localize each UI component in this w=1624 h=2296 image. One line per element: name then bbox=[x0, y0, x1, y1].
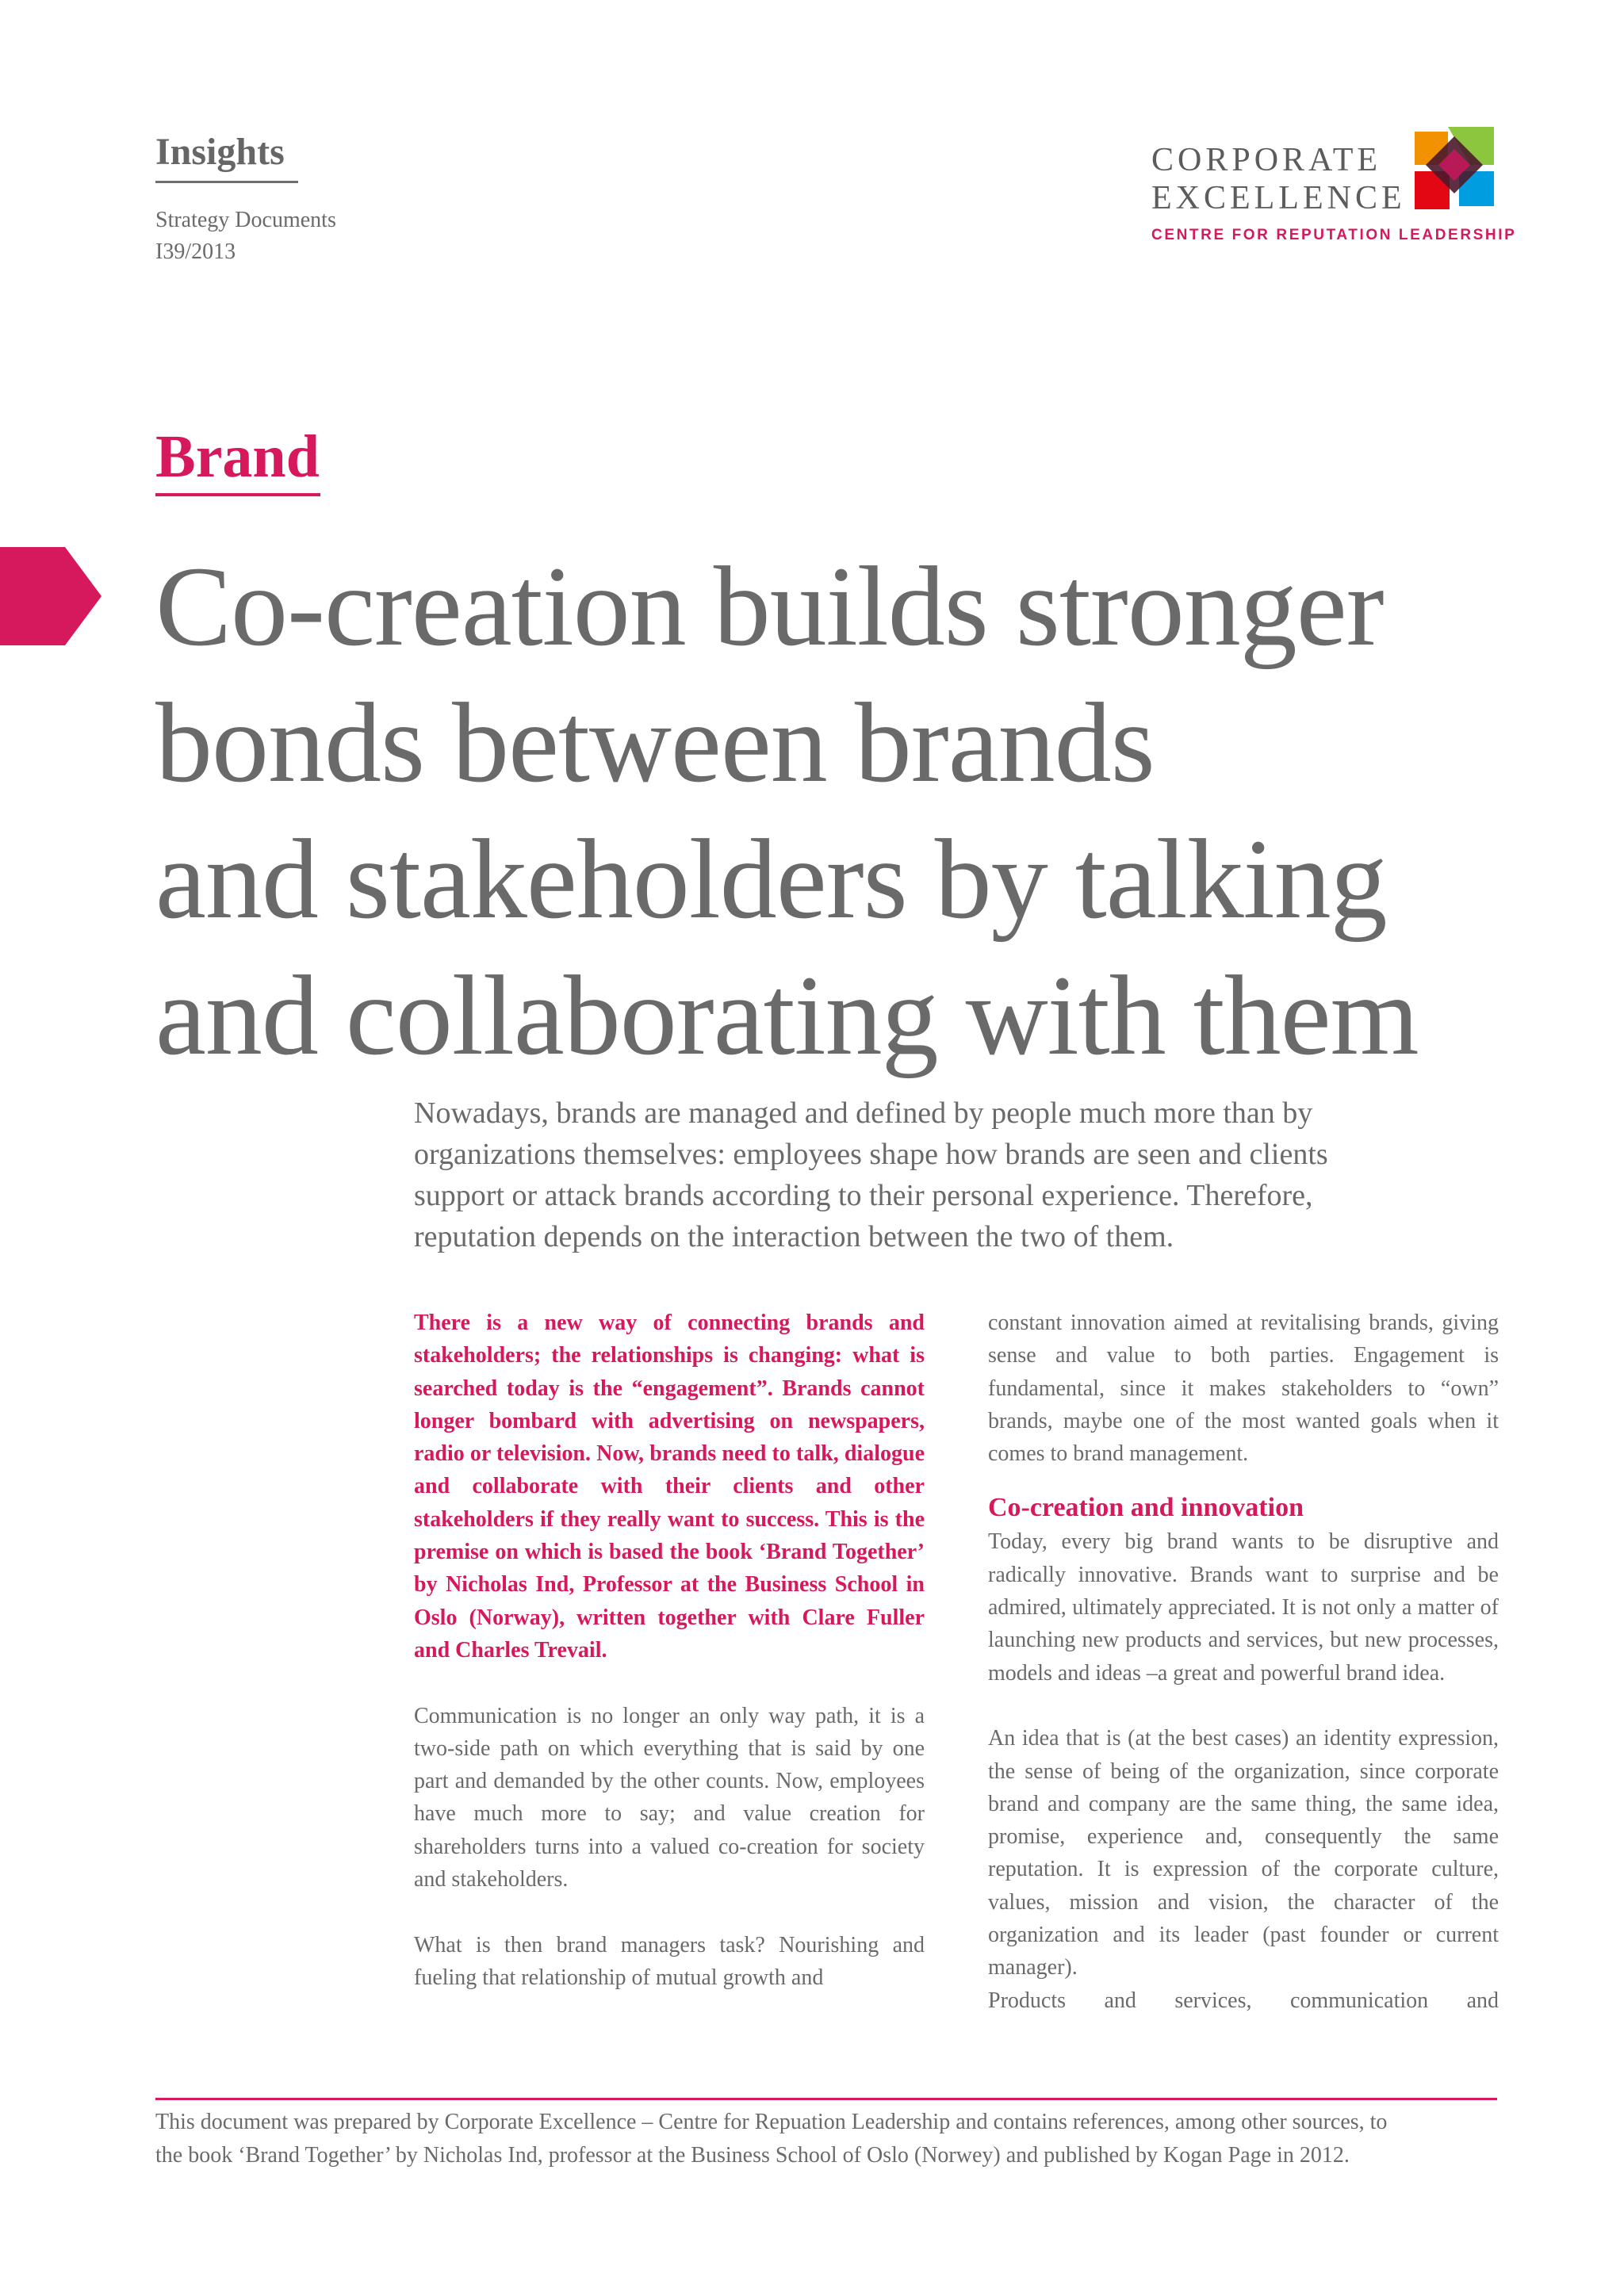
body-paragraph: What is then brand managers task? Nourishing and fueling that relationship of mutual growth and bbox=[414, 1932, 925, 1990]
document-number: I39/2013 bbox=[155, 239, 236, 264]
logo-line-1: CORPORATE bbox=[1151, 142, 1382, 178]
corporate-excellence-logo-icon bbox=[1415, 127, 1494, 211]
footer-line: the book ‘Brand Together’ by Nicholas Ind, professor at the Business School of Oslo (Norwey) and published by Kogan Page in 2012. bbox=[155, 2143, 1350, 2168]
headline-line: and stakeholders by talking bbox=[155, 817, 1387, 943]
lead-line: organizations themselves: employees shape how brands are seen and clients bbox=[414, 1138, 1328, 1171]
right-column bbox=[988, 1307, 1499, 2017]
logo-tagline: CENTRE FOR REPUTATION LEADERSHIP bbox=[1151, 227, 1517, 243]
footer-note bbox=[155, 2106, 1503, 2172]
footer-line: This document was prepared by Corporate Excellence – Centre for Repuation Leadership and contains references, among other sources, to bbox=[155, 2110, 1388, 2134]
section-label: Brand bbox=[155, 423, 320, 490]
logo-line-2: EXCELLENCE bbox=[1151, 180, 1406, 216]
footer-divider bbox=[155, 2098, 1497, 2100]
insights-underline bbox=[155, 181, 298, 183]
headline-line: bonds between brands bbox=[155, 680, 1155, 806]
body-paragraph: constant innovation aimed at revitalising brands, giving sense and value to both parties. Engagement is fundamental, since it makes stakeholders to “own” brands, maybe one of the most wanted goals when it comes to brand management. bbox=[988, 1311, 1499, 1467]
document-type: Strategy Documents bbox=[155, 208, 336, 232]
document-meta bbox=[155, 205, 336, 268]
body-paragraph: Today, every big brand wants to be disruptive and radically innovative. Brands want to surprise and be admired, ultimately appreciated. It is not only a matter of launching new products and services, but new processes, models and ideas –a great and powerful brand idea. bbox=[988, 1529, 1499, 1686]
body-paragraph: An idea that is (at the best cases) an identity expression, the sense of being of the organization, since corporate brand and company are the same thing, the same idea, promise, experience and, consequently the same reputation. It is expression of the corporate culture, values, mission and vision, the character of the organization and its leader (past founder or current manager). bbox=[988, 1726, 1499, 1980]
section-arrow-icon bbox=[0, 547, 102, 645]
section-underline bbox=[155, 493, 320, 496]
headline-line: Co-creation builds stronger bbox=[155, 544, 1384, 670]
left-column bbox=[414, 1307, 925, 1994]
lead-paragraph bbox=[414, 1093, 1508, 1257]
insights-heading: Insights bbox=[155, 131, 285, 173]
body-paragraph: Products and services, communication and bbox=[988, 1988, 1499, 2013]
headline-line: and collaborating with them bbox=[155, 953, 1419, 1079]
intro-paragraph: There is a new way of connecting brands and stakeholders; the relationships is changing: what is searched today is the “engagement”. Brands cannot longer bombard with advertising on newspapers, radio or television. Now, brands need to talk, dialogue and collaborate with their clients and other stakeholders if they really want to success. This is the premise on which is based the book ‘Brand Together’ by Nicholas Ind, Professor at the Business School in Oslo (Norway), written together with Clare Fuller and Charles Trevail. bbox=[414, 1311, 925, 1663]
lead-line: reputation depends on the interaction between the two of them. bbox=[414, 1220, 1174, 1253]
body-paragraph: Communication is no longer an only way path, it is a two-side path on which everything that is said by one part and demanded by the other counts. Now, employees have much more to say; and value creation for shareholders turns into a valued co-creation for society and stakeholders. bbox=[414, 1703, 925, 1892]
subheading: Co-creation and innovation bbox=[988, 1493, 1304, 1523]
lead-line: support or attack brands according to their personal experience. Therefore, bbox=[414, 1179, 1313, 1212]
lead-line: Nowadays, brands are managed and defined by people much more than by bbox=[414, 1096, 1313, 1130]
headline bbox=[155, 539, 1535, 1085]
